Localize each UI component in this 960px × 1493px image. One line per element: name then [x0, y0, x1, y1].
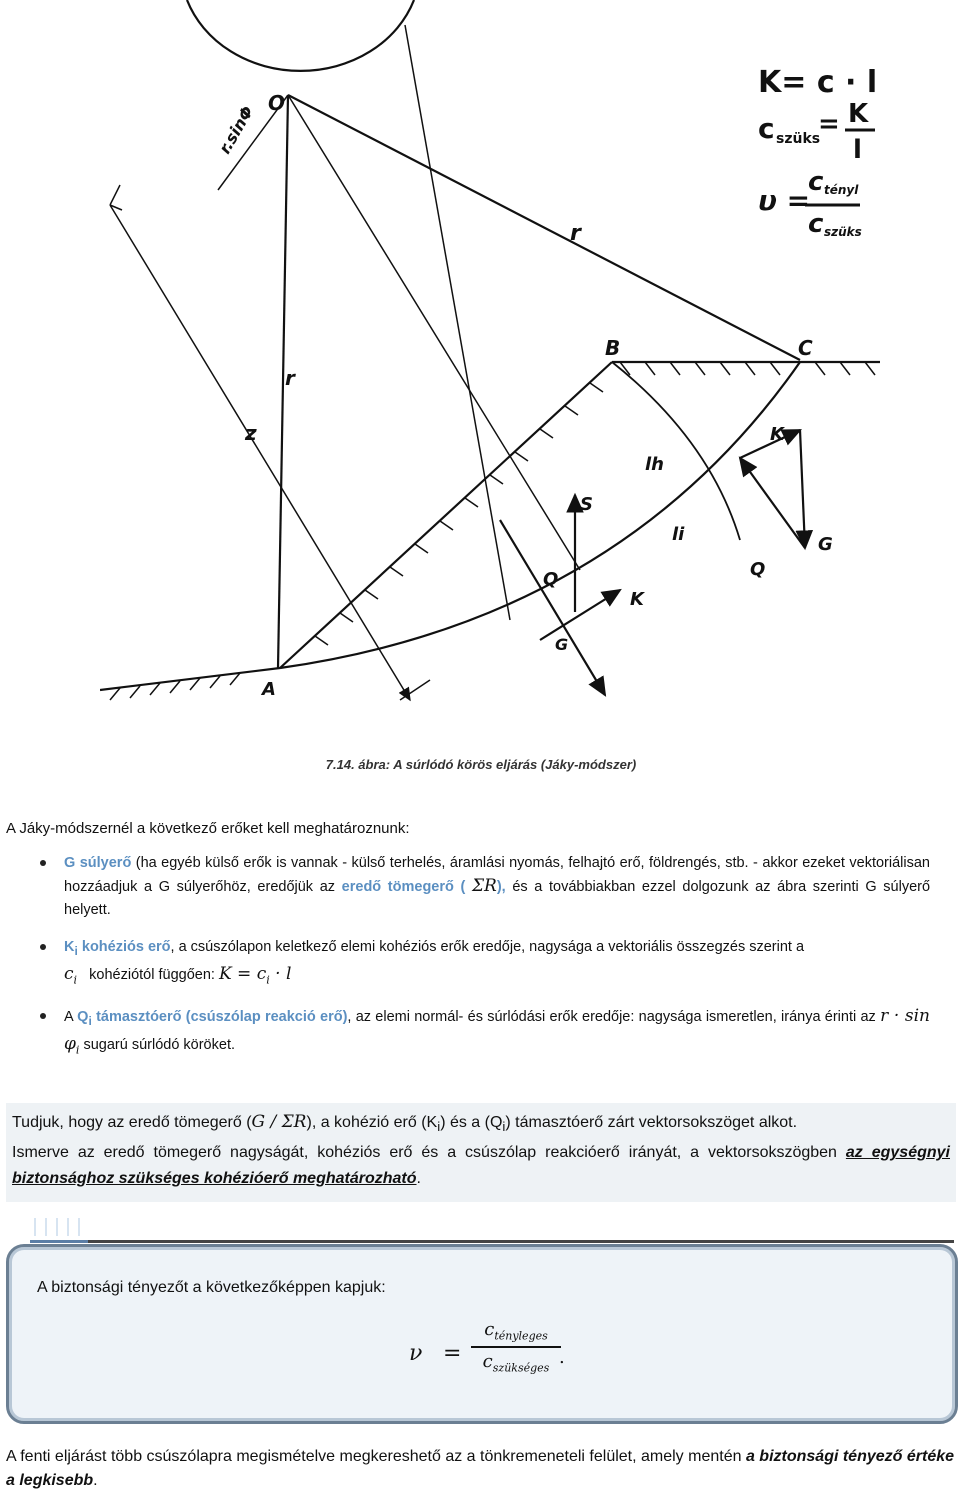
math-ci-letter: c [64, 963, 74, 984]
summary-p2 [12, 1140, 950, 1192]
label-B: B [605, 336, 621, 360]
item-q-prefix: A [64, 1009, 73, 1026]
formula-num-c: c [484, 1319, 495, 1340]
summary-p1-c: ) és a (Q [440, 1114, 503, 1131]
final-end: . [93, 1472, 98, 1489]
formula-v-den-sub: szüks [824, 225, 862, 239]
math-g-sum-r: G / ΣR [251, 1112, 307, 1132]
math-sum-r: ΣR [472, 876, 497, 896]
label-O: O [268, 91, 286, 115]
formula-cszuks-num: K [848, 99, 869, 129]
formula-equals: = [443, 1341, 462, 1366]
friction-circle [187, 0, 414, 71]
intro-text: A Jáky-módszernél a következő erőket kell meghatároznunk: [6, 820, 410, 837]
term-q-rest: támasztóerő (csúszólap reakció erő) [96, 1009, 348, 1026]
math-ci [64, 963, 78, 987]
formula-denominator [471, 1351, 561, 1375]
formula-cszuks-lhs: c [758, 112, 775, 145]
label-K1: K [630, 589, 644, 610]
formula-den-sub: szükséges [492, 1361, 550, 1375]
label-lh: lh [645, 454, 664, 475]
term-k-kohezios [64, 939, 171, 958]
summary-p1-sub2: i [502, 1119, 506, 1135]
math-r-sin-main: r · sin φ [64, 1006, 931, 1055]
item-g-text: (ha egyéb külső erők is vannak - külső terhelés, áramlási nyomás, felhajtó erő, földrengés, stb. - akkor ezeket vektoriálisan hozzáadjuk a G súlyerőhöz, eredőjük az [64, 855, 930, 895]
math-k-formula-sub: i [266, 973, 270, 987]
bullet-icon [40, 1013, 46, 1019]
label-G2: G [818, 534, 833, 555]
formula-v-num: c [808, 167, 824, 197]
bullet-icon [40, 944, 46, 950]
formula-k: K= c · l [758, 65, 878, 100]
figure-lines [100, 0, 880, 700]
summary-p1-d: ) támasztóerő zárt vektorsokszöget alkot. [505, 1114, 798, 1131]
decorative-bars [34, 1218, 94, 1236]
formula-v-den: c [808, 209, 824, 239]
formula-v-num-sub: tényl [824, 183, 859, 197]
math-k-formula [218, 963, 292, 987]
safety-factor-label: A biztonsági tényezőt a következőképpen kapjuk: [37, 1279, 386, 1296]
summary-p1-sub1: i [437, 1119, 441, 1135]
summary-p2-strong: az egységnyi biztonsághoz szükséges kohézióerő meghatározható [12, 1144, 950, 1188]
item-k-text: , a csúszólapon keletkező elemi kohéziós erők eredője, nagysága a vektoriális összegzés szerint a [170, 939, 805, 955]
term-k-rest: kohéziós erő [81, 939, 171, 955]
label-r-mid: r [285, 366, 295, 390]
formula-den-c: c [482, 1350, 493, 1372]
math-ci-sub: i [73, 973, 78, 987]
label-K2: K [770, 424, 784, 445]
label-z: z [245, 421, 257, 445]
term-q-tamaszto [77, 1009, 348, 1029]
summary-p2-end: . [416, 1170, 421, 1188]
label-r-sin: r.sinΦ [215, 102, 258, 157]
force-list [40, 852, 930, 1076]
formula-cszuks-den: l [853, 135, 862, 165]
label-C: C [798, 336, 813, 360]
formula-period: . [559, 1347, 565, 1368]
math-k-formula-end: · l [275, 963, 292, 984]
item-k-text2: kohéziótól függően: [89, 966, 215, 983]
formula-numerator [471, 1319, 561, 1343]
list-item-k [40, 936, 930, 991]
figure-caption: 7.14. ábra: A súrlódó körös eljárás (Jáky-módszer) [325, 757, 637, 772]
term-k-sub: i [74, 943, 78, 958]
formula-nu: ν [409, 1341, 423, 1366]
final-paragraph [6, 1445, 956, 1493]
divider-accent [30, 1240, 88, 1243]
summary-p1-b: ), a kohézió erő (K [306, 1114, 438, 1131]
label-Q1: Q [543, 569, 559, 590]
math-r-sin-sub: i [75, 1043, 80, 1057]
formula-cszuks-eq: = [818, 109, 840, 139]
final-strong: a biztonsági tényező értéke a legkisebb [6, 1448, 955, 1489]
formula-fraction [471, 1319, 561, 1375]
list-item-g [40, 852, 930, 922]
summary-p1 [12, 1109, 950, 1140]
bullet-icon [40, 860, 46, 866]
label-Q2: Q [750, 559, 766, 580]
term-paren-close: ), [496, 879, 506, 895]
list-item-q [40, 1005, 930, 1061]
summary-p2-a: Ismerve az eredő tömegerő nagyságát, kohéziós erő és a csúszólap reakcióerő irányát, a vektorsokszögben [12, 1144, 837, 1162]
item-g-text-after: és a továbbiakban ezzel dolgozunk az ábra szerinti G súlyerő helyett. [64, 879, 931, 918]
safety-factor-box [6, 1244, 958, 1424]
formula-num-sub: tényleges [494, 1329, 548, 1343]
item-q-text: , az elemi normál- és súrlódási erők eredője: nagysága ismeretlen, iránya érinti az [347, 1009, 876, 1026]
figure-jaky-method [100, 0, 895, 735]
summary-box [6, 1103, 956, 1202]
label-S: S [580, 494, 593, 515]
formula-fraction-bar [471, 1346, 561, 1348]
formula-cszuks-sub: szüks [776, 131, 821, 147]
figure-drawing [100, 0, 895, 735]
term-ered-tomegero: eredő tömegerő ( [341, 879, 466, 895]
final-text: A fenti eljárást több csúszólapra megismételve megkereshető az a tönkremeneteli felület, amely mentén [6, 1448, 742, 1465]
term-q-letter: Q [77, 1009, 89, 1026]
label-li: li [672, 524, 685, 545]
term-q-sub: i [88, 1014, 92, 1029]
divider-line [88, 1240, 954, 1243]
summary-p1-a: Tudjuk, hogy az eredő tömegerő ( [12, 1114, 252, 1131]
term-g-sulyero: G súlyerő [64, 855, 132, 871]
formula-v-lhs: υ = [758, 184, 811, 217]
term-k-letter: K [64, 939, 75, 955]
item-q-text2: sugarú súrlódó köröket. [83, 1037, 235, 1054]
label-G1: G [555, 635, 569, 654]
label-r-top: r [570, 221, 581, 246]
math-k-formula-main: K = c [218, 963, 267, 984]
label-A: A [262, 679, 276, 700]
